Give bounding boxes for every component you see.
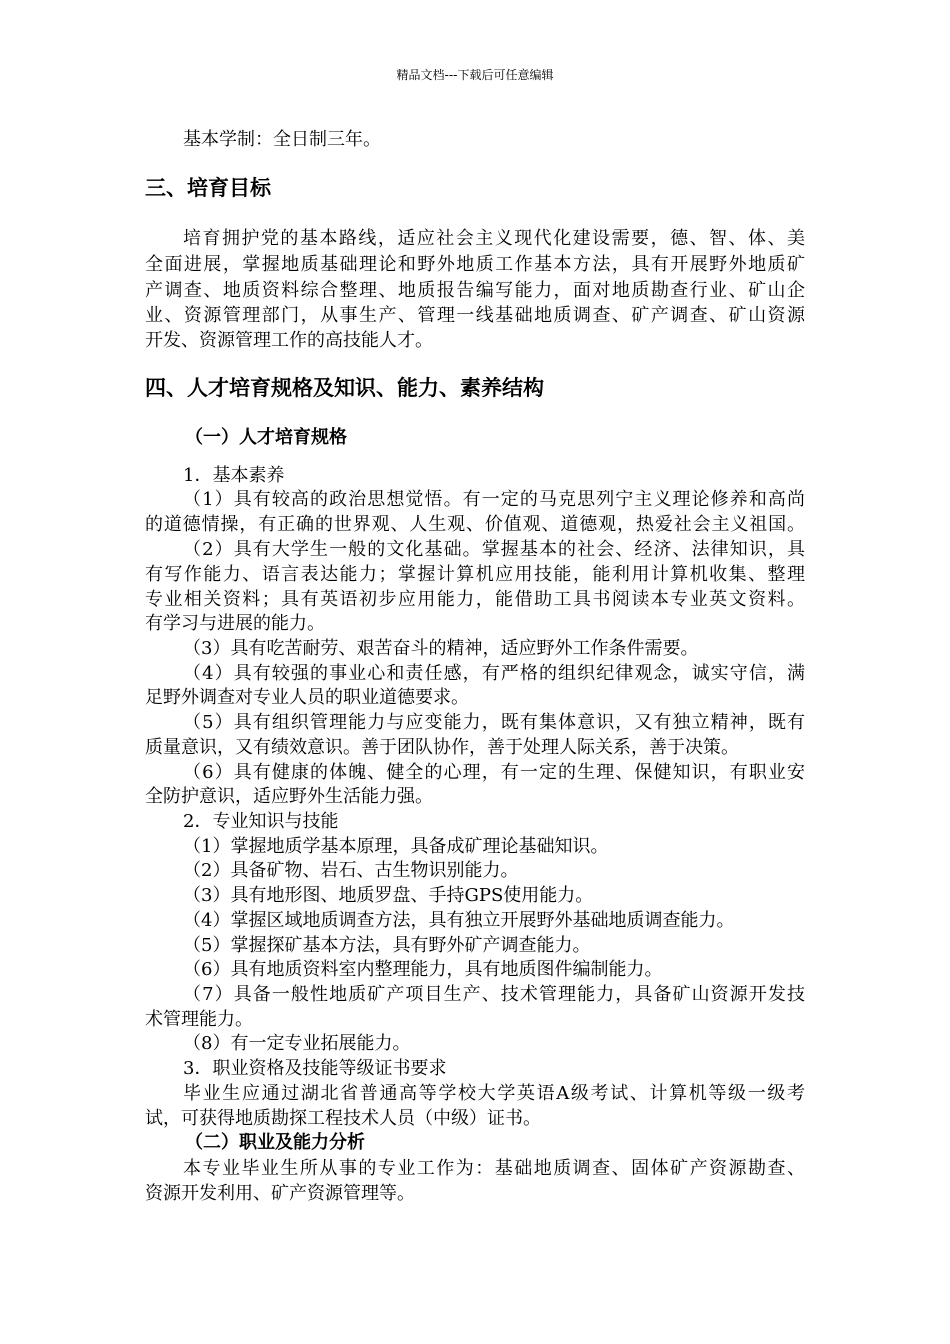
body-line: （5）具有组织管理能力与应变能力，既有集体意识，又有独立精神，既有 xyxy=(183,712,805,733)
section-3-line: 产调查、地质资料综合整理、地质报告编写能力，面对地质勘查行业、矿山企 xyxy=(145,280,805,301)
body-line: 质量意识，又有绩效意识。善于团队协作，善于处理人际关系，善于决策。 xyxy=(145,737,739,758)
body-line: （6）具有地质资料室内整理能力，具有地质图件编制能力。 xyxy=(183,959,663,980)
body-line: （4）具有较强的事业心和责任感，有严格的组织纪律观念，诚实守信，满 xyxy=(183,663,805,684)
body-line: （6）具有健康的体魄、健全的心理，有一定的生理、保健知识，有职业安 xyxy=(183,762,805,783)
body-line: 资源开发利用、矿产资源管理等。 xyxy=(145,1183,415,1204)
section-3-line: 培育拥护党的基本路线，适应社会主义现代化建设需要，德、智、体、美 xyxy=(183,228,805,249)
body-line: （8）有一定专业拓展能力。 xyxy=(183,1033,411,1054)
body-line: （1）掌握地质学基本原理，具备成矿理论基础知识。 xyxy=(183,836,609,857)
body-line: 本专业毕业生所从事的专业工作为：基础地质调查、固体矿产资源勘查、 xyxy=(183,1158,805,1179)
page-header: 精品文档---下载后可任意编辑 xyxy=(396,68,554,82)
section-3-line: 业、资源管理部门，从事生产、管理一线基础地质调查、矿产调查、矿山资源 xyxy=(145,305,805,326)
body-line: 全防护意识，适应野外生活能力强。 xyxy=(145,786,433,807)
section-3-line: 开发、资源管理工作的高技能人才。 xyxy=(145,330,433,351)
subsection-1-title: （一）人才培育规格 xyxy=(185,427,347,448)
subsection-2-title: （二）职业及能力分析 xyxy=(185,1132,365,1153)
body-line: （4）掌握区域地质调查方法，具有独立开展野外基础地质调查能力。 xyxy=(183,910,735,931)
body-line: 有写作能力、语言表达能力；掌握计算机应用技能，能利用计算机收集、整理 xyxy=(145,564,805,585)
body-line: 2．专业知识与技能 xyxy=(183,811,339,832)
body-line: 术管理能力。 xyxy=(145,1009,253,1030)
body-line: （1）具有较高的政治思想觉悟。有一定的马克思列宁主义理论修养和高尚 xyxy=(183,489,805,510)
body-line: （7）具备一般性地质矿产项目生产、技术管理能力，具备矿山资源开发技 xyxy=(183,984,805,1005)
body-line: 足野外调查对专业人员的职业道德要求。 xyxy=(145,687,469,708)
body-line: （5）掌握探矿基本方法，具有野外矿产调查能力。 xyxy=(183,935,591,956)
body-line: 的道德情操，有正确的世界观、人生观、价值观、道德观，热爱社会主义祖国。 xyxy=(145,514,805,535)
body-line: （2）具备矿物、岩石、古生物识别能力。 xyxy=(183,860,519,881)
body-line: 毕业生应通过湖北省普通高等学校大学英语A级考试、计算机等级一级考 xyxy=(183,1083,805,1104)
body-line: 试，可获得地质勘探工程技术人员（中级）证书。 xyxy=(145,1108,541,1129)
body-line: 专业相关资料；具有英语初步应用能力，能借助工具书阅读本专业英文资料。 xyxy=(145,589,805,610)
section-3-line: 全面进展，掌握地质基础理论和野外地质工作基本方法，具有开展野外地质矿 xyxy=(145,254,805,275)
body-line: （3）具有吃苦耐劳、艰苦奋斗的精神，适应野外工作条件需要。 xyxy=(183,638,699,659)
body-line: 3．职业资格及技能等级证书要求 xyxy=(183,1058,447,1079)
section-4-title: 四、人才培育规格及知识、能力、素养结构 xyxy=(145,376,544,400)
study-system-text: 基本学制：全日制三年。 xyxy=(183,129,381,150)
section-3-title: 三、培育目标 xyxy=(145,176,271,200)
body-line: （2）具有大学生一般的文化基础。掌握基本的社会、经济、法律知识，具 xyxy=(183,539,805,560)
body-line: 1．基本素养 xyxy=(183,465,285,486)
body-line: 有学习与进展的能力。 xyxy=(145,613,325,634)
body-line: （3）具有地形图、地质罗盘、手持GPS使用能力。 xyxy=(183,885,594,906)
